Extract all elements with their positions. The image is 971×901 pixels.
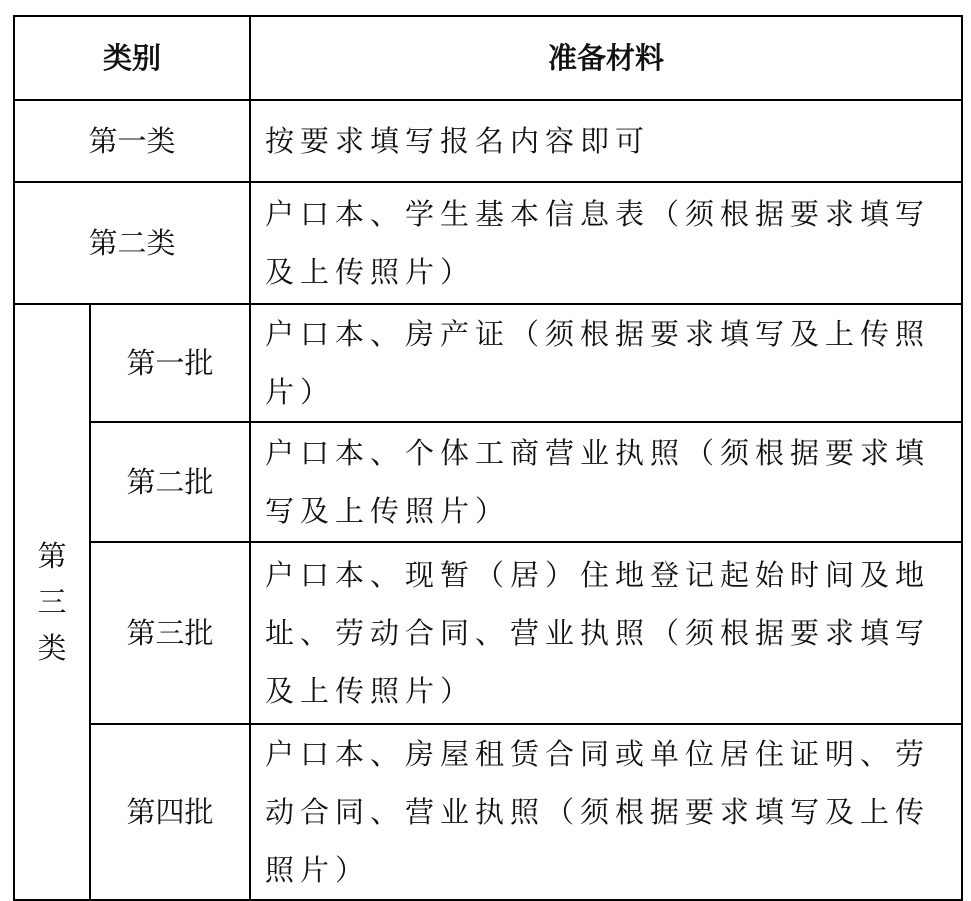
table-row (14, 724, 962, 900)
table-row (14, 422, 962, 542)
batch-cell: 第一批 (90, 304, 250, 422)
materials-cell: 按要求填写报名内容即可 (250, 100, 962, 182)
header-materials: 准备材料 (250, 16, 962, 100)
materials-cell: 户口本、房产证（须根据要求填写及上传照片） (250, 304, 962, 422)
group-category-cell (14, 304, 90, 900)
table-row (14, 182, 962, 304)
category-cell: 第二类 (14, 182, 250, 304)
table-row (14, 304, 962, 422)
table-header-row (14, 16, 962, 100)
table-row (14, 542, 962, 724)
batch-cell: 第四批 (90, 724, 250, 900)
materials-cell: 户口本、个体工商营业执照（须根据要求填写及上传照片） (250, 422, 962, 542)
table-row (14, 100, 962, 182)
header-category: 类别 (14, 16, 250, 100)
group-category-label: 第三类 (37, 539, 67, 665)
materials-cell: 户口本、学生基本信息表（须根据要求填写及上传照片） (250, 182, 962, 304)
materials-cell: 户口本、房屋租赁合同或单位居住证明、劳动合同、营业执照（须根据要求填写及上传照片） (250, 724, 962, 900)
batch-cell: 第三批 (90, 542, 250, 724)
materials-table (13, 15, 963, 901)
batch-cell: 第二批 (90, 422, 250, 542)
category-cell: 第一类 (14, 100, 250, 182)
materials-cell: 户口本、现暂（居）住地登记起始时间及地址、劳动合同、营业执照（须根据要求填写及上传照片） (250, 542, 962, 724)
